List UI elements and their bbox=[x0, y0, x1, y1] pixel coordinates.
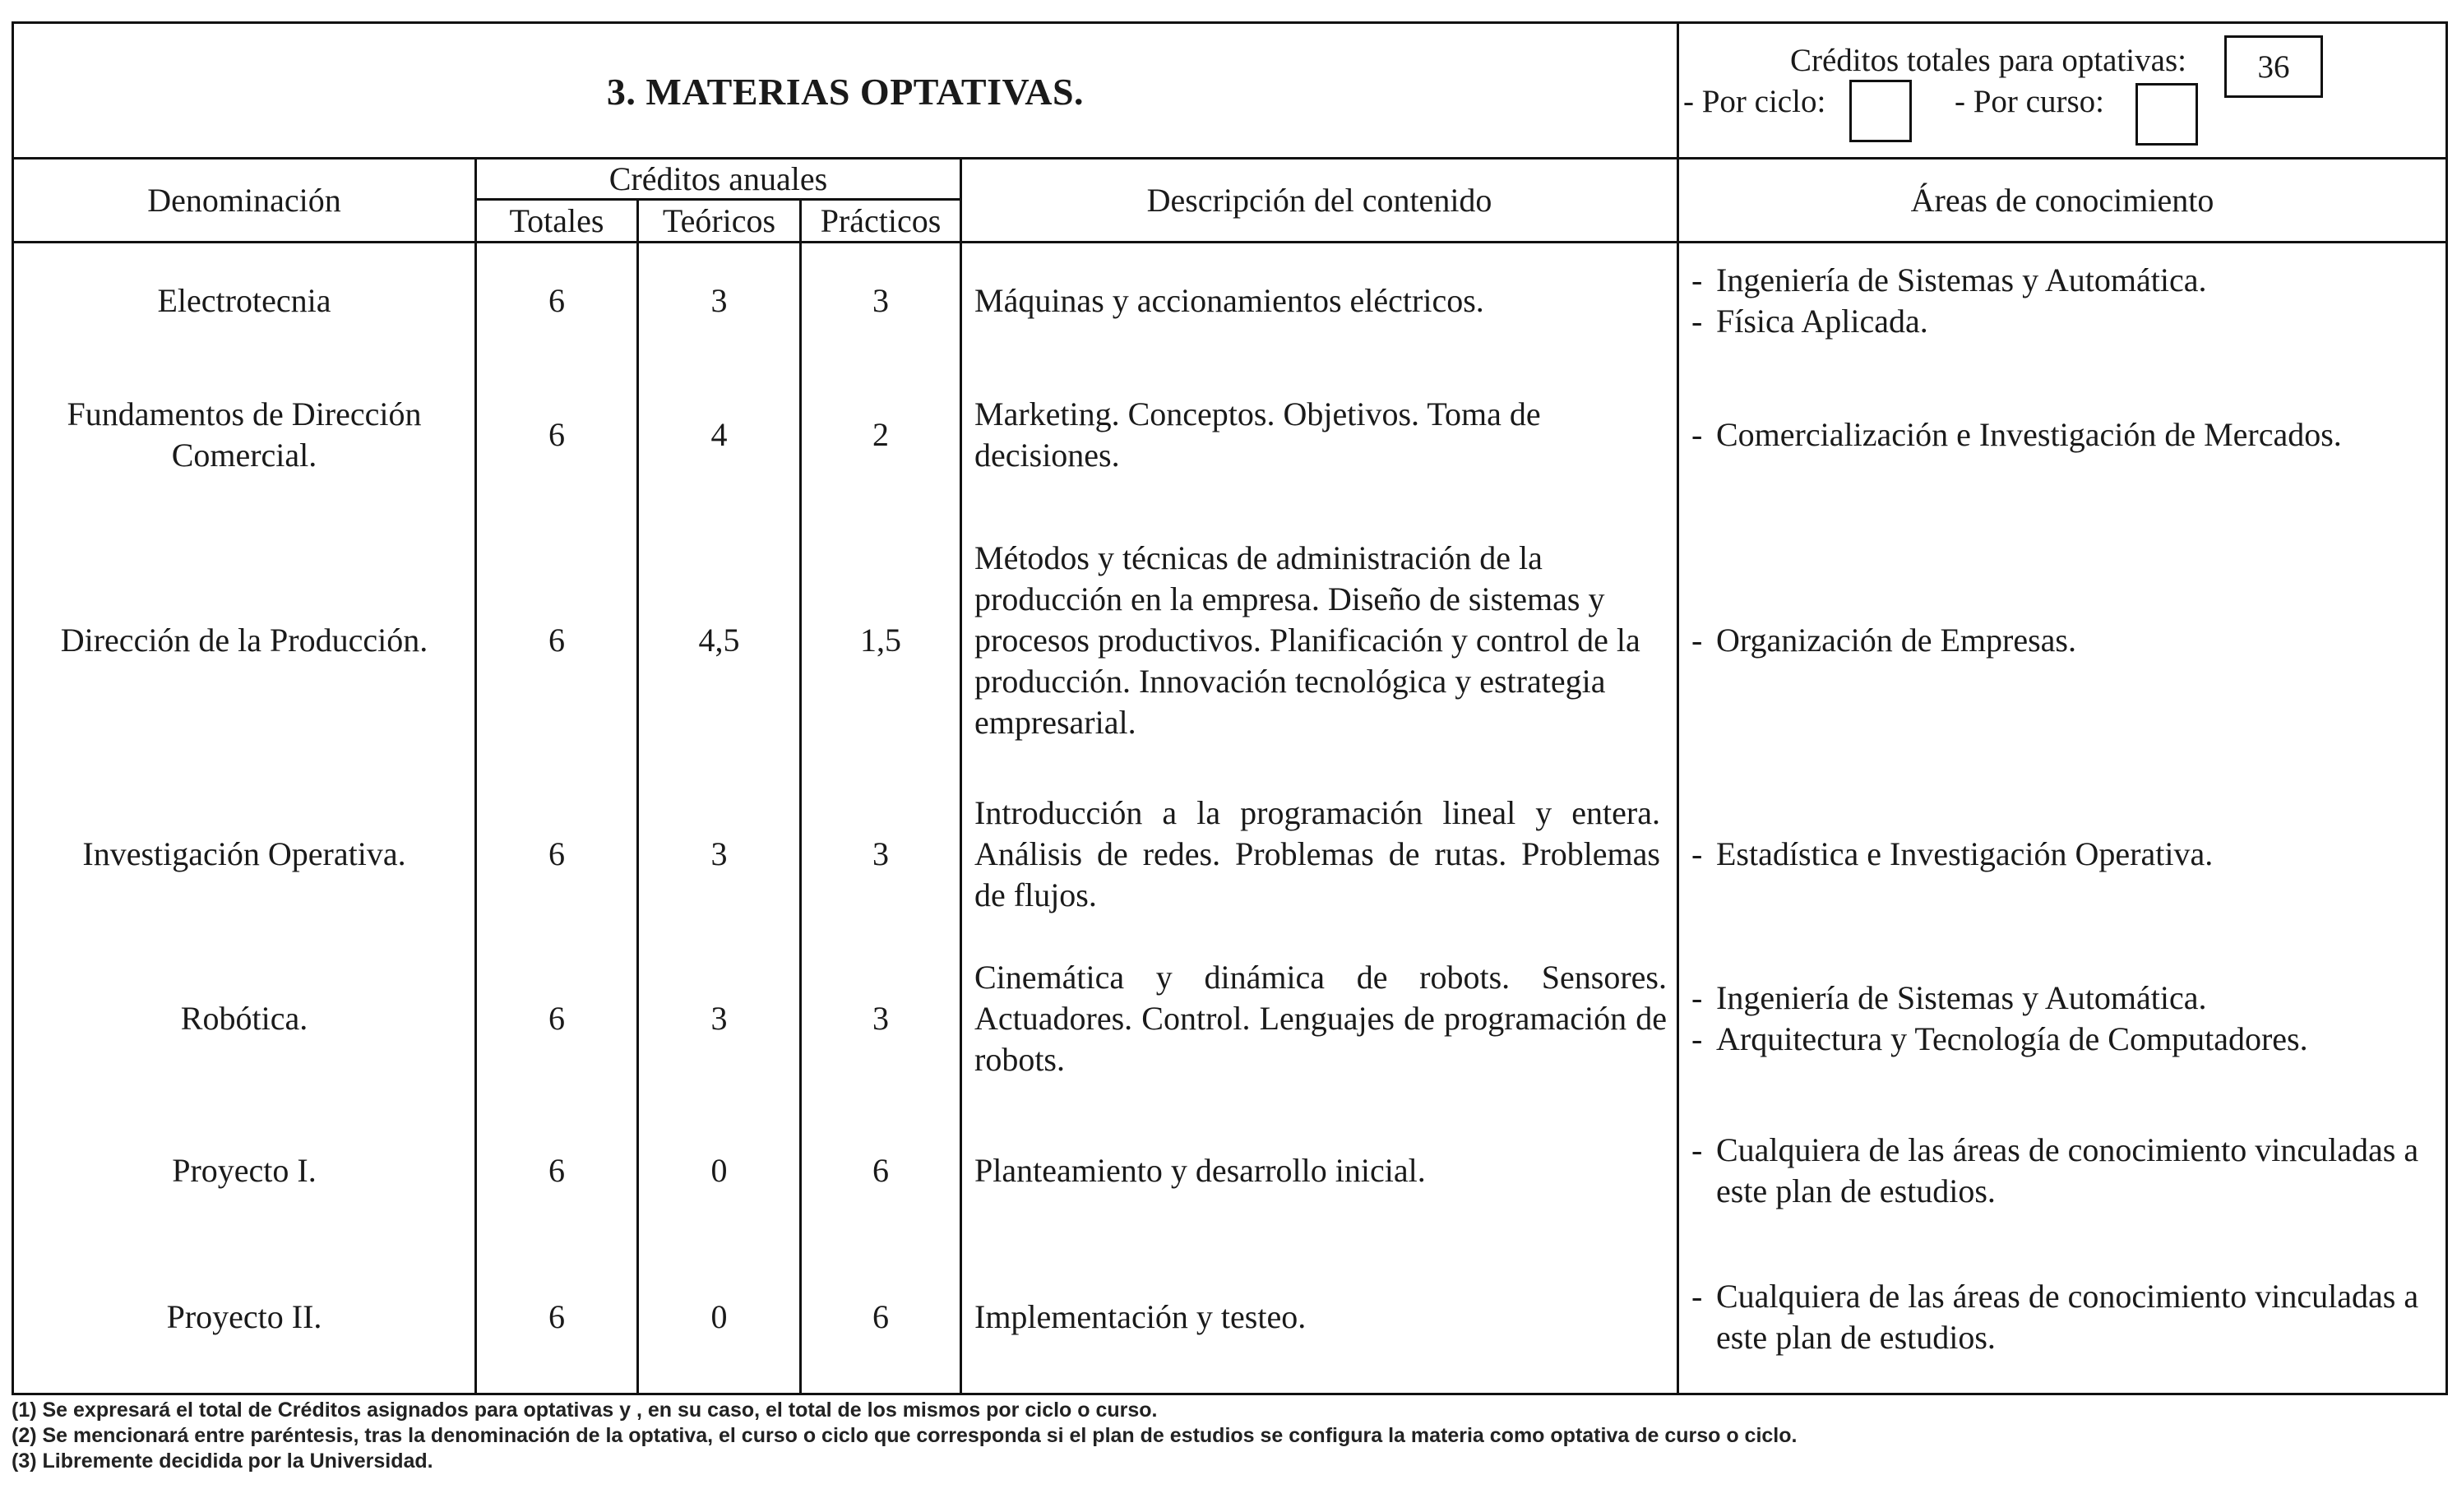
per-cycle-label: - Por ciclo: bbox=[1683, 84, 1826, 119]
cell-practicos: 3 bbox=[872, 835, 889, 872]
cell-areas bbox=[1691, 1241, 2440, 1393]
cell-descripcion: Máquinas y accionamientos eléctricos. bbox=[974, 282, 1484, 319]
cell-totales: 6 bbox=[548, 1152, 565, 1189]
descripcion-column-divider bbox=[960, 157, 962, 1393]
cell-practicos: 3 bbox=[872, 1000, 889, 1037]
cell-teoricos: 3 bbox=[710, 835, 728, 872]
cell-practicos: 6 bbox=[872, 1152, 889, 1189]
header-totales: Totales bbox=[509, 202, 604, 239]
header-creditos-anuales: Créditos anuales bbox=[608, 160, 828, 197]
optional-subjects-table bbox=[12, 21, 2448, 1395]
cell-practicos: 6 bbox=[872, 1297, 889, 1335]
cell-descripcion: Implementación y testeo. bbox=[974, 1297, 1307, 1335]
cell-areas bbox=[1691, 243, 2432, 358]
cell-areas bbox=[1691, 509, 2432, 772]
area-item: - Comercialización e Investigación de Mercados. bbox=[1691, 416, 2342, 453]
cell-denominacion: Dirección de la Producción. bbox=[60, 622, 428, 659]
per-course-label: - Por curso: bbox=[1955, 84, 2104, 119]
cell-descripcion: Métodos y técnicas de administración de la producción en la empresa. Diseño de sistemas y procesos productivos. Planificación y control de la producción. Innovación tecnológica y estrategia empresarial. bbox=[974, 539, 1640, 741]
cell-descripcion: Planteamiento y desarrollo inicial. bbox=[974, 1152, 1426, 1189]
footnote-3: (3) Libremente decidida por la Universidad. bbox=[12, 1450, 433, 1473]
cell-denominacion: Robótica. bbox=[180, 1000, 308, 1037]
cell-areas bbox=[1691, 1101, 2440, 1241]
cell-denominacion: Proyecto I. bbox=[172, 1152, 317, 1189]
cell-denominacion: Electrotecnia bbox=[157, 282, 331, 319]
header-areas: Áreas de conocimiento bbox=[1910, 182, 2214, 219]
cell-teoricos: 4,5 bbox=[698, 622, 740, 659]
area-item: - Ingeniería de Sistemas y Automática. bbox=[1691, 979, 2207, 1016]
per-cycle-box bbox=[1849, 80, 1912, 142]
cell-denominacion: Investigación Operativa. bbox=[82, 835, 406, 872]
footnote-2: (2) Se mencionará entre paréntesis, tras la denominación de la optativa, el curso o ciclo que corresponda si el plan de estudios se configura la materia como optativa de curso o ciclo. bbox=[12, 1424, 1798, 1447]
cell-denominacion: Fundamentos de Dirección Comercial. bbox=[67, 395, 422, 474]
area-item: - Física Aplicada. bbox=[1691, 303, 1928, 340]
area-item: - Cualquiera de las áreas de conocimiento vinculadas a este plan de estudios. bbox=[1691, 1131, 2419, 1209]
cell-practicos: 3 bbox=[872, 282, 889, 319]
area-item: - Cualquiera de las áreas de conocimiento vinculadas a este plan de estudios. bbox=[1691, 1277, 2419, 1356]
area-item: - Organización de Empresas. bbox=[1691, 622, 2076, 659]
footnote-1: (1) Se expresará el total de Créditos asignados para optativas y , en su caso, el total de los mismos por ciclo o curso. bbox=[12, 1399, 1158, 1422]
cell-totales: 6 bbox=[548, 1297, 565, 1335]
cell-descripcion: Introducción a la programación lineal y entera. Análisis de redes. Problemas de rutas. Problemas de flujos. bbox=[974, 794, 1660, 913]
cell-teoricos: 4 bbox=[710, 416, 728, 453]
per-course-box bbox=[2135, 83, 2198, 146]
cell-totales: 6 bbox=[548, 835, 565, 872]
cell-denominacion: Proyecto II. bbox=[166, 1297, 322, 1335]
cell-totales: 6 bbox=[548, 282, 565, 319]
cell-totales: 6 bbox=[548, 622, 565, 659]
section-title: 3. MATERIAS OPTATIVAS. bbox=[606, 71, 1085, 113]
cell-teoricos: 3 bbox=[710, 1000, 728, 1037]
area-item: - Arquitectura y Tecnología de Computadores. bbox=[1691, 1020, 2308, 1057]
cell-teoricos: 0 bbox=[710, 1297, 728, 1335]
header-descripcion: Descripción del contenido bbox=[1146, 182, 1492, 219]
footnotes bbox=[12, 1398, 2445, 1474]
cell-totales: 6 bbox=[548, 1000, 565, 1037]
total-credits-box: 36 bbox=[2224, 35, 2323, 98]
cell-teoricos: 3 bbox=[710, 282, 728, 319]
cell-areas bbox=[1691, 361, 2432, 509]
cell-areas bbox=[1691, 772, 2432, 936]
header-teoricos: Teóricos bbox=[662, 202, 776, 239]
cell-descripcion: Cinemática y dinámica de robots. Sensores. Actuadores. Control. Lenguajes de programación de robots. bbox=[974, 959, 1667, 1078]
cell-teoricos: 0 bbox=[710, 1152, 728, 1189]
total-credits-label: Créditos totales para optativas: bbox=[1790, 43, 2186, 78]
cell-descripcion: Marketing. Conceptos. Objetivos. Toma de decisiones. bbox=[974, 395, 1541, 474]
header-denominacion: Denominación bbox=[147, 182, 341, 219]
area-item: - Ingeniería de Sistemas y Automática. bbox=[1691, 261, 2207, 298]
area-item: - Estadística e Investigación Operativa. bbox=[1691, 835, 2214, 872]
cell-areas bbox=[1691, 936, 2432, 1101]
cell-practicos: 1,5 bbox=[860, 622, 901, 659]
cell-practicos: 2 bbox=[872, 416, 889, 453]
cell-totales: 6 bbox=[548, 416, 565, 453]
header-practicos: Prácticos bbox=[820, 202, 942, 239]
